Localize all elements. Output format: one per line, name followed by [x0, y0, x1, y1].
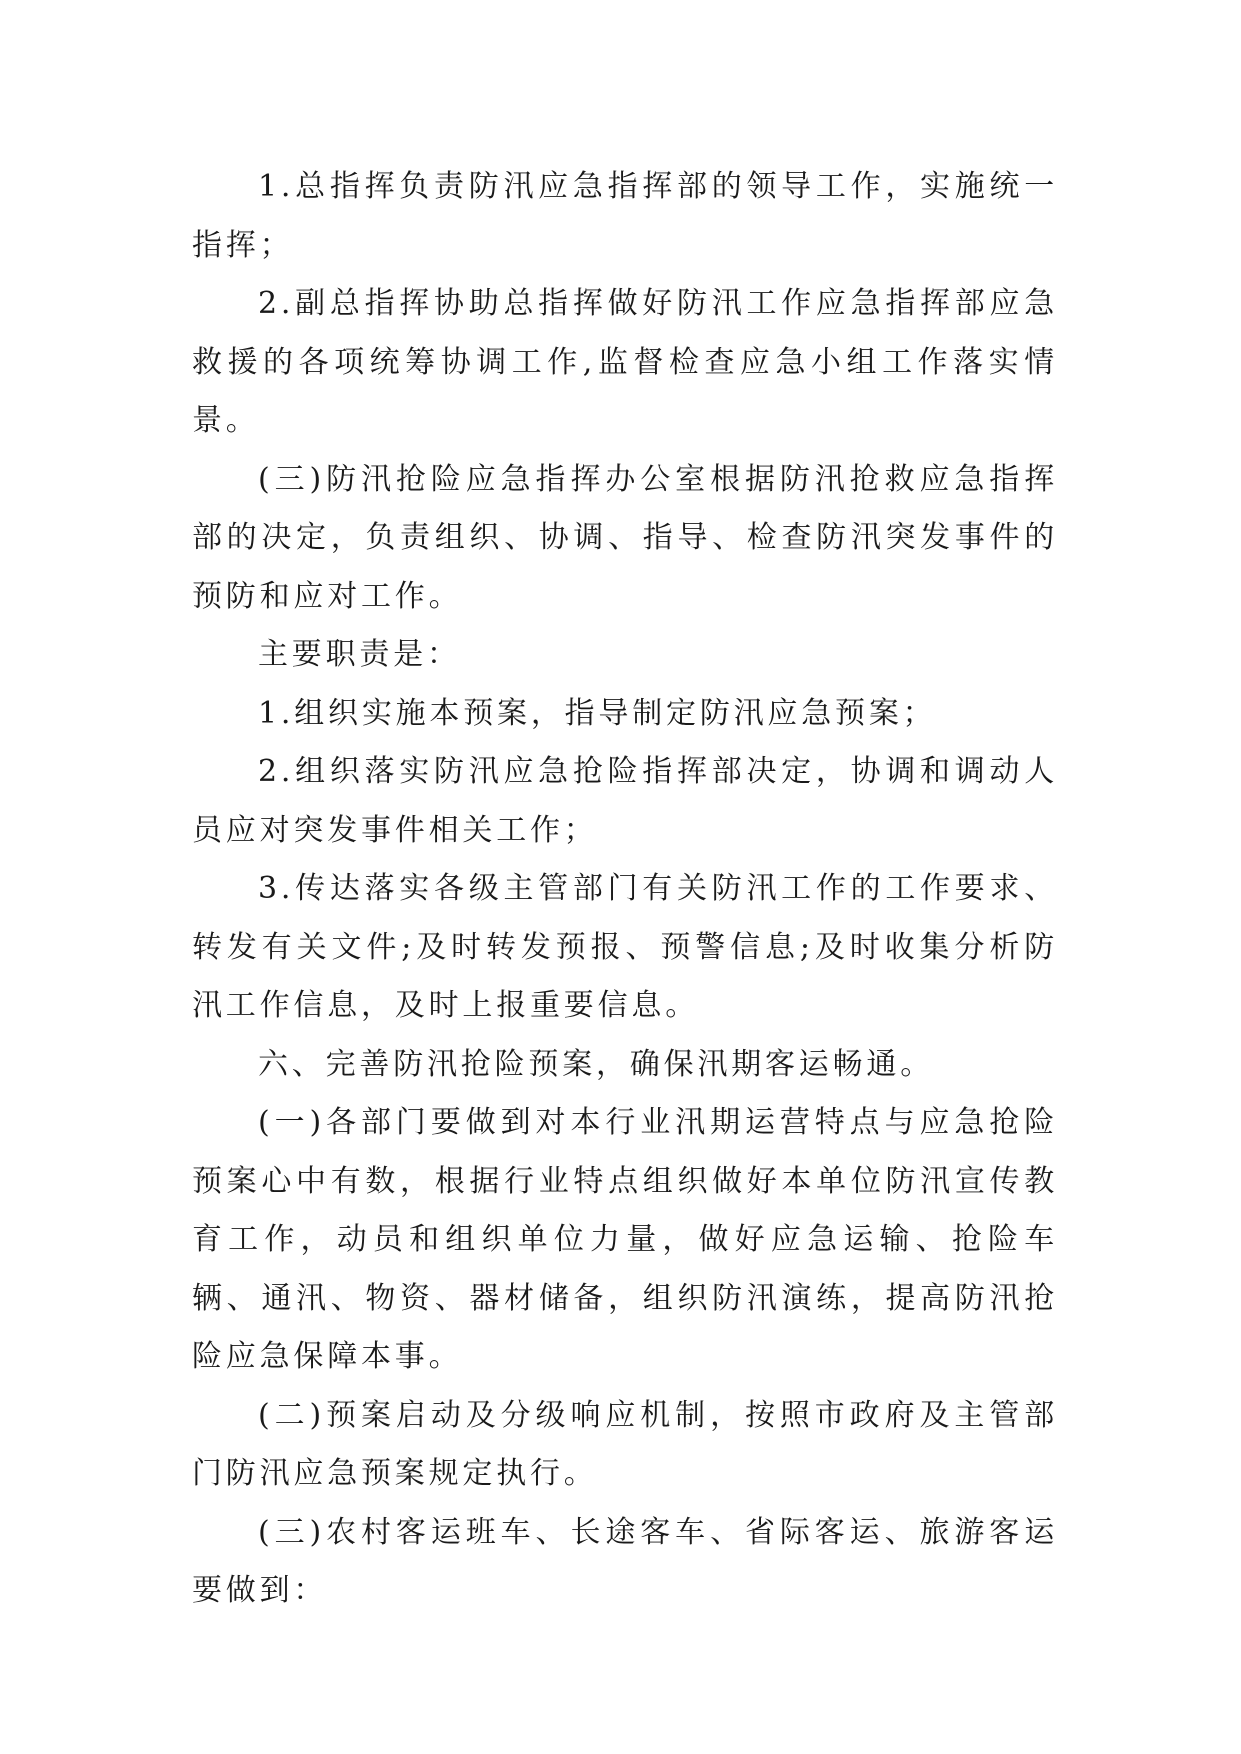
paragraph-duty-3: 3.传达落实各级主管部门有关防汛工作的工作要求、转发有关文件;及时转发预报、预警信息;及时收集分析防汛工作信息，及时上报重要信息。 — [192, 871, 1058, 1023]
section-heading-six: 六、完善防汛抢险预案，确保汛期客运畅通。 — [258, 1046, 934, 1082]
paragraph-item-three: (三)农村客运班车、长途客车、省际客运、旅游客运要做到： — [192, 1514, 1058, 1608]
paragraph-office-role: (三)防汛抢险应急指挥办公室根据防汛抢救应急指挥部的决定，负责组织、协调、指导、检查防汛突发事件的预防和应对工作。 — [192, 461, 1058, 614]
paragraph-main-duties-heading: 主要职责是： — [258, 637, 461, 672]
paragraph-commander-duty: 1.总指挥负责防汛应急指挥部的领导工作，实施统一指挥； — [192, 169, 1058, 263]
document-page — [192, 158, 1058, 1621]
paragraph-deputy-commander-duty: 2.副总指挥协助总指挥做好防汛工作应急指挥部应急救援的各项统筹协调工作,监督检查应急小组工作落实情景。 — [192, 286, 1058, 438]
paragraph-duty-1: 1.组织实施本预案，指导制定防汛应急预案； — [258, 695, 937, 731]
paragraph-item-two: (二)预案启动及分级响应机制，按照市政府及主管部门防汛应急预案规定执行。 — [192, 1397, 1058, 1491]
paragraph-item-one: (一)各部门要做到对本行业汛期运营特点与应急抢险预案心中有数，根据行业特点组织做好本单位防汛宣传教育工作，动员和组织单位力量，做好应急运输、抢险车辆、通汛、物资、器材储备，组织防汛演练，提高防汛抢险应急保障本事。 — [192, 1105, 1058, 1374]
paragraph-duty-2: 2.组织落实防汛应急抢险指挥部决定，协调和调动人员应对突发事件相关工作； — [192, 754, 1058, 848]
